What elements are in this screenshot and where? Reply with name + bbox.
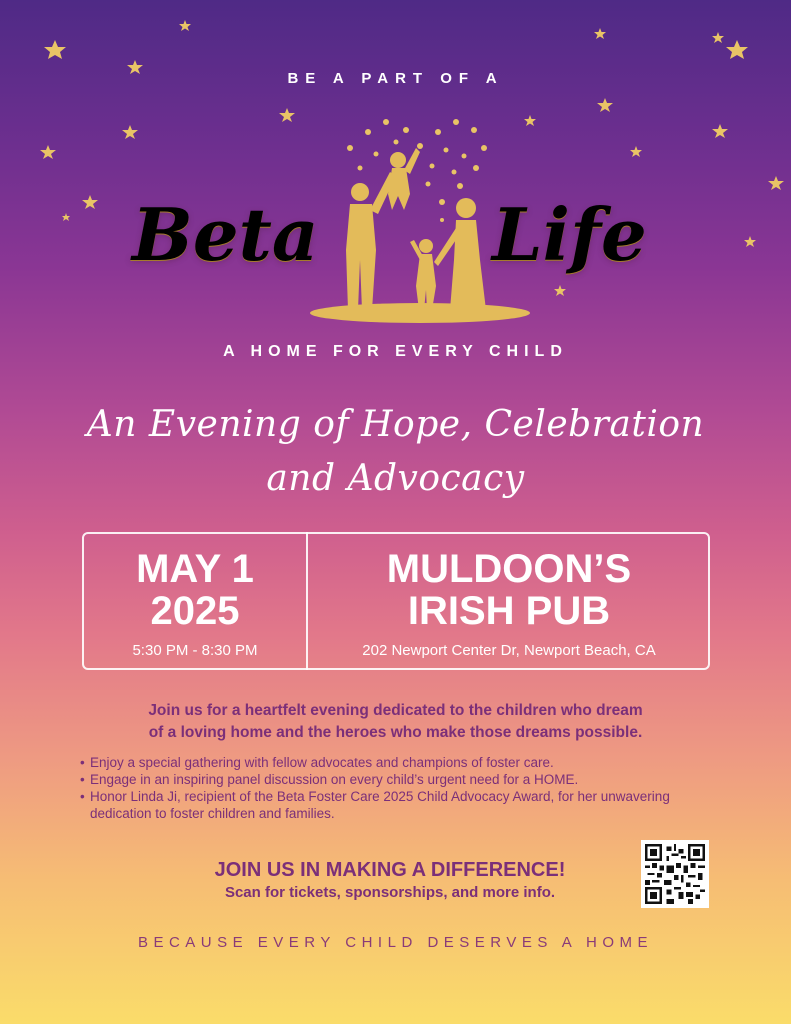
event-venue-block (308, 548, 710, 659)
tagline: A HOME FOR EVERY CHILD (223, 343, 568, 360)
star-icon (726, 40, 748, 59)
star-icon (712, 32, 724, 43)
star-icon (712, 124, 728, 138)
list-item: • Engage in an inspiring panel discussion on every child’s urgent need for a HOME. (80, 771, 720, 788)
venue-name-line-2: IRISH PUB (407, 589, 611, 633)
star-icon (594, 28, 606, 39)
star-icon (744, 236, 756, 247)
star-icon (179, 20, 191, 31)
intro-line-1: Join us for a heartfelt evening dedicated to the children who dream (148, 702, 643, 719)
headline-line-1: An Evening of Hope, Celebration (86, 404, 705, 445)
star-icon (768, 176, 784, 190)
event-date-block (84, 548, 306, 659)
call-to-action (150, 858, 630, 901)
venue-address: 202 Newport Center Dr, Newport Beach, CA (362, 642, 656, 659)
intro-line-2: of a loving home and the heroes who make those dreams possible. (148, 724, 643, 741)
star-icon (44, 40, 66, 59)
event-time: 5:30 PM - 8:30 PM (132, 642, 258, 659)
footer-slogan: BECAUSE EVERY CHILD DESERVES A HOME (137, 934, 654, 951)
star-icon (40, 145, 56, 159)
headline-line-2: and Advocacy (266, 458, 525, 499)
star-icon (62, 213, 70, 221)
star-icon (82, 195, 98, 209)
event-headline (0, 398, 791, 506)
highlights-list (80, 754, 720, 822)
cta-subtext: Scan for tickets, sponsorships, and more info. (224, 884, 556, 901)
beta-life-logo (120, 110, 680, 335)
event-date-year: 2025 (150, 589, 240, 633)
list-item: • Honor Linda Ji, recipient of the Beta Foster Care 2025 Child Advocacy Award, for her unwavering dedication to foster children and families. (80, 788, 720, 822)
event-date-day: MAY 1 (136, 547, 254, 591)
qr-code-icon[interactable] (641, 840, 709, 908)
intro-paragraph (0, 700, 791, 744)
logo-word-life: Life (492, 192, 647, 277)
venue-name-line-1: MULDOON’S (386, 547, 632, 591)
list-item: • Enjoy a special gathering with fellow advocates and champions of foster care. (80, 754, 720, 771)
logo-word-beta: Beta (132, 192, 319, 277)
kicker-text: BE A PART OF A (287, 70, 504, 87)
cta-heading: JOIN US IN MAKING A DIFFERENCE! (214, 859, 566, 881)
